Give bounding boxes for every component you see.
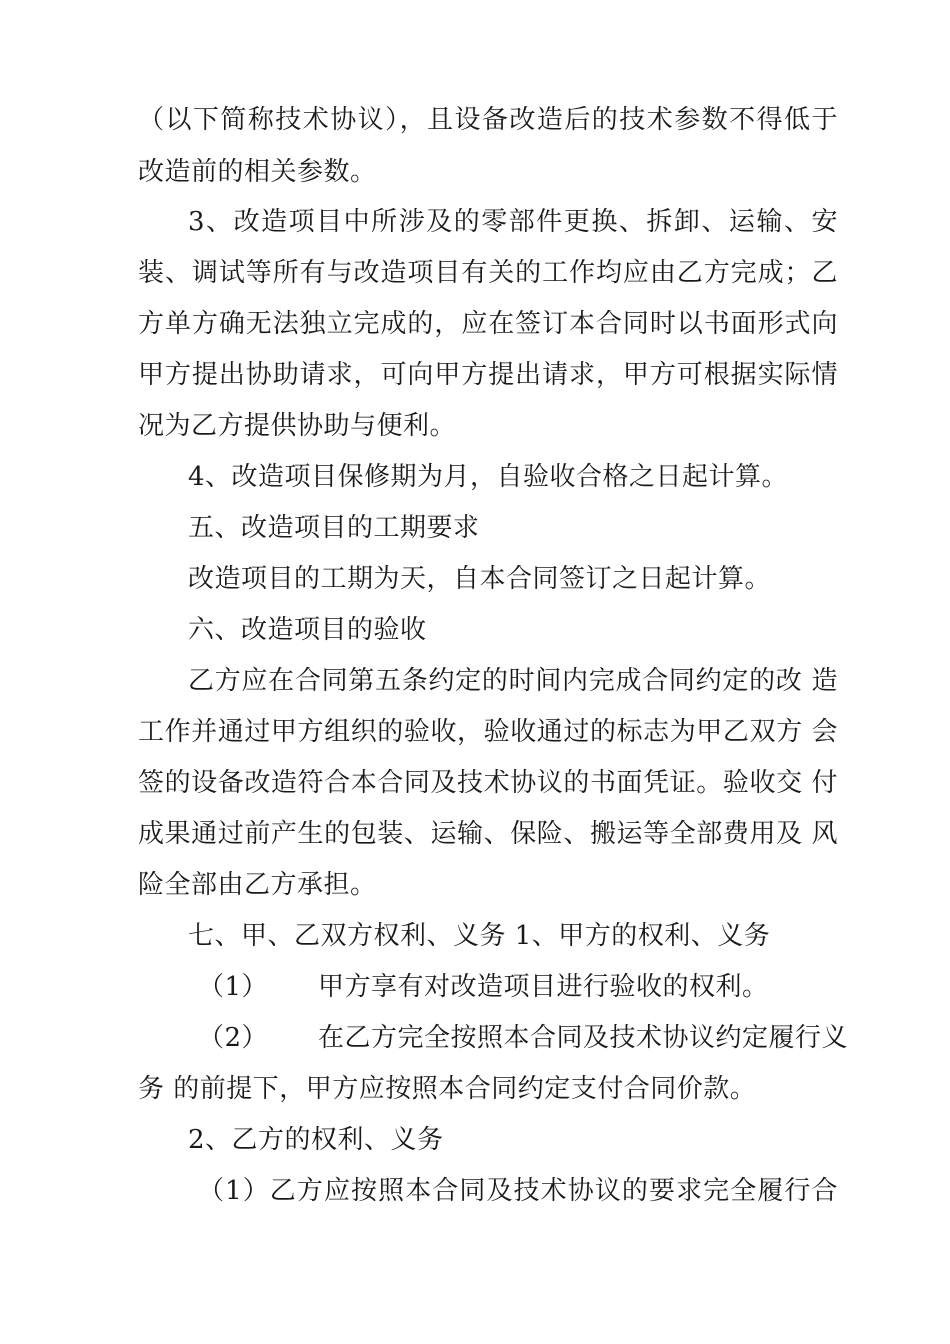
paragraph-line: 况为乙方提供协助与便利。 [138,411,457,441]
paragraph-line: 4、改造项目保修期为月，自验收合格之日起计算。 [188,462,789,492]
paragraph-line: 改造前的相关参数。 [138,157,377,187]
list-number: （1） [198,972,269,1002]
paragraph-line: 甲方提出协助请求，可向甲方提出请求，甲方可根据实际情 [138,360,838,390]
paragraph-line: 改造项目的工期为天，自本合同签订之日起计算。 [188,564,772,594]
paragraph-line: （以下简称技术协议），且设备改造后的技术参数不得低于 [138,105,838,135]
paragraph-line: 险全部由乙方承担。 [138,870,377,900]
list-item [198,967,838,1007]
paragraph-line: 务 的前提下，甲方应按照本合同约定支付合同价款。 [138,1074,757,1104]
paragraph-line: 装、调试等所有与改造项目有关的工作均应由乙方完成；乙 [138,258,838,288]
list-text: 在乙方完全按照本合同及技术协议约定履行义 [318,1023,849,1053]
list-item [198,1018,849,1058]
paragraph-line: 乙方应在合同第五条约定的时间内完成合同约定的改 造 [188,666,838,696]
list-text: 甲方享有对改造项目进行验收的权利。 [318,972,769,1002]
paragraph-line: 成果通过前产生的包装、运输、保险、搬运等全部费用及 风 [138,819,838,849]
paragraph-line: 签的设备改造符合本合同及技术协议的书面凭证。验收交 付 [138,768,838,798]
paragraph-line: （1）乙方应按照本合同及技术协议的要求完全履行合 [198,1176,838,1206]
section-heading: 五、改造项目的工期要求 [188,513,480,543]
paragraph-line: 工作并通过甲方组织的验收，验收通过的标志为甲乙双方 会 [138,717,838,747]
section-heading: 2、乙方的权利、义务 [188,1125,444,1155]
section-heading: 七、甲、乙双方权利、义务 1、甲方的权利、义务 [188,921,771,951]
paragraph-line: 3、改造项目中所涉及的零部件更换、拆卸、运输、安 [188,207,838,237]
paragraph-line: 方单方确无法独立完成的，应在签订本合同时以书面形式向 [138,309,838,339]
section-heading: 六、改造项目的验收 [188,615,427,645]
list-number: （2） [198,1023,269,1053]
